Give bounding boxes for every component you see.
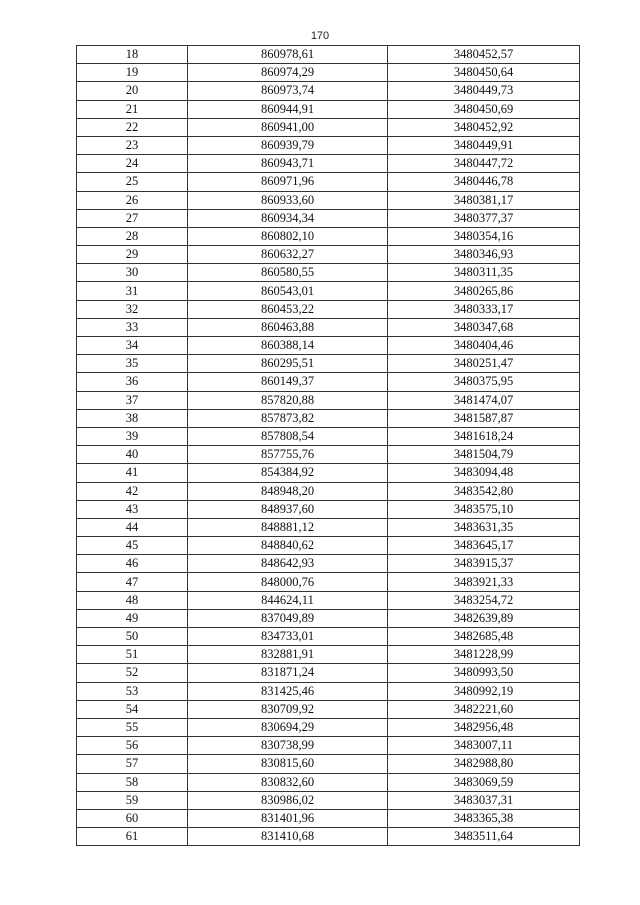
point-number-cell: 49 bbox=[77, 609, 188, 627]
point-number-cell: 48 bbox=[77, 591, 188, 609]
x-coordinate-cell: 860944,91 bbox=[188, 100, 388, 118]
point-number-cell: 24 bbox=[77, 155, 188, 173]
y-coordinate-cell: 3481618,24 bbox=[388, 427, 580, 445]
table-row bbox=[77, 828, 580, 846]
x-coordinate-cell: 857820,88 bbox=[188, 391, 388, 409]
y-coordinate-cell: 3482221,60 bbox=[388, 700, 580, 718]
table-row bbox=[77, 227, 580, 245]
x-coordinate-cell: 830832,60 bbox=[188, 773, 388, 791]
x-coordinate-cell: 857755,76 bbox=[188, 446, 388, 464]
point-number-cell: 59 bbox=[77, 791, 188, 809]
table-row bbox=[77, 391, 580, 409]
x-coordinate-cell: 860978,61 bbox=[188, 46, 388, 64]
y-coordinate-cell: 3480311,35 bbox=[388, 264, 580, 282]
table-row bbox=[77, 628, 580, 646]
x-coordinate-cell: 860943,71 bbox=[188, 155, 388, 173]
point-number-cell: 61 bbox=[77, 828, 188, 846]
coordinates-table-body bbox=[77, 46, 580, 846]
x-coordinate-cell: 854384,92 bbox=[188, 464, 388, 482]
point-number-cell: 58 bbox=[77, 773, 188, 791]
x-coordinate-cell: 860295,51 bbox=[188, 355, 388, 373]
y-coordinate-cell: 3480992,19 bbox=[388, 682, 580, 700]
y-coordinate-cell: 3480347,68 bbox=[388, 318, 580, 336]
x-coordinate-cell: 860973,74 bbox=[188, 82, 388, 100]
table-row bbox=[77, 64, 580, 82]
point-number-cell: 36 bbox=[77, 373, 188, 391]
table-row bbox=[77, 573, 580, 591]
point-number-cell: 28 bbox=[77, 227, 188, 245]
table-row bbox=[77, 791, 580, 809]
point-number-cell: 38 bbox=[77, 409, 188, 427]
x-coordinate-cell: 860933,60 bbox=[188, 191, 388, 209]
table-row bbox=[77, 373, 580, 391]
table-row bbox=[77, 755, 580, 773]
table-row bbox=[77, 609, 580, 627]
y-coordinate-cell: 3482988,80 bbox=[388, 755, 580, 773]
y-coordinate-cell: 3482956,48 bbox=[388, 718, 580, 736]
table-row bbox=[77, 82, 580, 100]
x-coordinate-cell: 857808,54 bbox=[188, 427, 388, 445]
x-coordinate-cell: 860971,96 bbox=[188, 173, 388, 191]
point-number-cell: 43 bbox=[77, 500, 188, 518]
y-coordinate-cell: 3481474,07 bbox=[388, 391, 580, 409]
point-number-cell: 53 bbox=[77, 682, 188, 700]
y-coordinate-cell: 3480993,50 bbox=[388, 664, 580, 682]
y-coordinate-cell: 3480404,46 bbox=[388, 337, 580, 355]
y-coordinate-cell: 3483037,31 bbox=[388, 791, 580, 809]
x-coordinate-cell: 830709,92 bbox=[188, 700, 388, 718]
y-coordinate-cell: 3480354,16 bbox=[388, 227, 580, 245]
x-coordinate-cell: 830815,60 bbox=[188, 755, 388, 773]
x-coordinate-cell: 848881,12 bbox=[188, 518, 388, 536]
x-coordinate-cell: 830986,02 bbox=[188, 791, 388, 809]
x-coordinate-cell: 837049,89 bbox=[188, 609, 388, 627]
y-coordinate-cell: 3480452,57 bbox=[388, 46, 580, 64]
y-coordinate-cell: 3483069,59 bbox=[388, 773, 580, 791]
table-row bbox=[77, 664, 580, 682]
table-row bbox=[77, 246, 580, 264]
y-coordinate-cell: 3482639,89 bbox=[388, 609, 580, 627]
table-row bbox=[77, 155, 580, 173]
x-coordinate-cell: 830738,99 bbox=[188, 737, 388, 755]
table-row bbox=[77, 646, 580, 664]
x-coordinate-cell: 831410,68 bbox=[188, 828, 388, 846]
y-coordinate-cell: 3480452,92 bbox=[388, 118, 580, 136]
y-coordinate-cell: 3480333,17 bbox=[388, 300, 580, 318]
point-number-cell: 22 bbox=[77, 118, 188, 136]
table-row bbox=[77, 537, 580, 555]
table-row bbox=[77, 118, 580, 136]
point-number-cell: 23 bbox=[77, 136, 188, 154]
x-coordinate-cell: 848840,62 bbox=[188, 537, 388, 555]
point-number-cell: 33 bbox=[77, 318, 188, 336]
point-number-cell: 39 bbox=[77, 427, 188, 445]
y-coordinate-cell: 3483094,48 bbox=[388, 464, 580, 482]
point-number-cell: 40 bbox=[77, 446, 188, 464]
y-coordinate-cell: 3480265,86 bbox=[388, 282, 580, 300]
table-row bbox=[77, 46, 580, 64]
point-number-cell: 55 bbox=[77, 718, 188, 736]
point-number-cell: 27 bbox=[77, 209, 188, 227]
y-coordinate-cell: 3480447,72 bbox=[388, 155, 580, 173]
x-coordinate-cell: 857873,82 bbox=[188, 409, 388, 427]
table-row bbox=[77, 300, 580, 318]
table-row bbox=[77, 809, 580, 827]
table-row bbox=[77, 482, 580, 500]
x-coordinate-cell: 860543,01 bbox=[188, 282, 388, 300]
y-coordinate-cell: 3480377,37 bbox=[388, 209, 580, 227]
x-coordinate-cell: 860802,10 bbox=[188, 227, 388, 245]
x-coordinate-cell: 834733,01 bbox=[188, 628, 388, 646]
x-coordinate-cell: 860453,22 bbox=[188, 300, 388, 318]
x-coordinate-cell: 831401,96 bbox=[188, 809, 388, 827]
point-number-cell: 45 bbox=[77, 537, 188, 555]
table-row bbox=[77, 518, 580, 536]
y-coordinate-cell: 3482685,48 bbox=[388, 628, 580, 646]
y-coordinate-cell: 3483575,10 bbox=[388, 500, 580, 518]
point-number-cell: 20 bbox=[77, 82, 188, 100]
point-number-cell: 18 bbox=[77, 46, 188, 64]
y-coordinate-cell: 3483645,17 bbox=[388, 537, 580, 555]
point-number-cell: 54 bbox=[77, 700, 188, 718]
point-number-cell: 35 bbox=[77, 355, 188, 373]
table-row bbox=[77, 173, 580, 191]
table-row bbox=[77, 209, 580, 227]
y-coordinate-cell: 3483007,11 bbox=[388, 737, 580, 755]
point-number-cell: 26 bbox=[77, 191, 188, 209]
y-coordinate-cell: 3483631,35 bbox=[388, 518, 580, 536]
y-coordinate-cell: 3480449,91 bbox=[388, 136, 580, 154]
table-row bbox=[77, 136, 580, 154]
table-row bbox=[77, 282, 580, 300]
y-coordinate-cell: 3481504,79 bbox=[388, 446, 580, 464]
table-row bbox=[77, 427, 580, 445]
x-coordinate-cell: 830694,29 bbox=[188, 718, 388, 736]
table-row bbox=[77, 718, 580, 736]
table-row bbox=[77, 700, 580, 718]
point-number-cell: 31 bbox=[77, 282, 188, 300]
point-number-cell: 57 bbox=[77, 755, 188, 773]
y-coordinate-cell: 3481587,87 bbox=[388, 409, 580, 427]
table-row bbox=[77, 264, 580, 282]
point-number-cell: 30 bbox=[77, 264, 188, 282]
point-number-cell: 32 bbox=[77, 300, 188, 318]
table-row bbox=[77, 337, 580, 355]
x-coordinate-cell: 832881,91 bbox=[188, 646, 388, 664]
y-coordinate-cell: 3480449,73 bbox=[388, 82, 580, 100]
x-coordinate-cell: 860974,29 bbox=[188, 64, 388, 82]
table-row bbox=[77, 464, 580, 482]
x-coordinate-cell: 848000,76 bbox=[188, 573, 388, 591]
x-coordinate-cell: 860632,27 bbox=[188, 246, 388, 264]
y-coordinate-cell: 3483511,64 bbox=[388, 828, 580, 846]
point-number-cell: 44 bbox=[77, 518, 188, 536]
x-coordinate-cell: 860388,14 bbox=[188, 337, 388, 355]
y-coordinate-cell: 3480381,17 bbox=[388, 191, 580, 209]
x-coordinate-cell: 860934,34 bbox=[188, 209, 388, 227]
point-number-cell: 60 bbox=[77, 809, 188, 827]
x-coordinate-cell: 860463,88 bbox=[188, 318, 388, 336]
y-coordinate-cell: 3483254,72 bbox=[388, 591, 580, 609]
y-coordinate-cell: 3480346,93 bbox=[388, 246, 580, 264]
point-number-cell: 34 bbox=[77, 337, 188, 355]
x-coordinate-cell: 860149,37 bbox=[188, 373, 388, 391]
point-number-cell: 25 bbox=[77, 173, 188, 191]
y-coordinate-cell: 3480450,64 bbox=[388, 64, 580, 82]
table-row bbox=[77, 773, 580, 791]
table-row bbox=[77, 100, 580, 118]
y-coordinate-cell: 3480446,78 bbox=[388, 173, 580, 191]
x-coordinate-cell: 831425,46 bbox=[188, 682, 388, 700]
point-number-cell: 29 bbox=[77, 246, 188, 264]
table-row bbox=[77, 500, 580, 518]
y-coordinate-cell: 3481228,99 bbox=[388, 646, 580, 664]
x-coordinate-cell: 844624,11 bbox=[188, 591, 388, 609]
x-coordinate-cell: 848642,93 bbox=[188, 555, 388, 573]
table-row bbox=[77, 355, 580, 373]
table-row bbox=[77, 682, 580, 700]
page-number: 170 bbox=[310, 30, 330, 42]
table-row bbox=[77, 318, 580, 336]
y-coordinate-cell: 3480450,69 bbox=[388, 100, 580, 118]
point-number-cell: 37 bbox=[77, 391, 188, 409]
point-number-cell: 56 bbox=[77, 737, 188, 755]
point-number-cell: 19 bbox=[77, 64, 188, 82]
table-row bbox=[77, 737, 580, 755]
y-coordinate-cell: 3483915,37 bbox=[388, 555, 580, 573]
table-row bbox=[77, 555, 580, 573]
table-row bbox=[77, 591, 580, 609]
x-coordinate-cell: 831871,24 bbox=[188, 664, 388, 682]
y-coordinate-cell: 3483921,33 bbox=[388, 573, 580, 591]
table-row bbox=[77, 191, 580, 209]
x-coordinate-cell: 860580,55 bbox=[188, 264, 388, 282]
table-row bbox=[77, 409, 580, 427]
y-coordinate-cell: 3480375,95 bbox=[388, 373, 580, 391]
point-number-cell: 47 bbox=[77, 573, 188, 591]
coordinates-table bbox=[76, 45, 580, 846]
point-number-cell: 51 bbox=[77, 646, 188, 664]
point-number-cell: 21 bbox=[77, 100, 188, 118]
y-coordinate-cell: 3480251,47 bbox=[388, 355, 580, 373]
point-number-cell: 41 bbox=[77, 464, 188, 482]
point-number-cell: 50 bbox=[77, 628, 188, 646]
point-number-cell: 46 bbox=[77, 555, 188, 573]
y-coordinate-cell: 3483542,80 bbox=[388, 482, 580, 500]
table-row bbox=[77, 446, 580, 464]
y-coordinate-cell: 3483365,38 bbox=[388, 809, 580, 827]
x-coordinate-cell: 860939,79 bbox=[188, 136, 388, 154]
x-coordinate-cell: 848937,60 bbox=[188, 500, 388, 518]
point-number-cell: 42 bbox=[77, 482, 188, 500]
x-coordinate-cell: 848948,20 bbox=[188, 482, 388, 500]
x-coordinate-cell: 860941,00 bbox=[188, 118, 388, 136]
point-number-cell: 52 bbox=[77, 664, 188, 682]
